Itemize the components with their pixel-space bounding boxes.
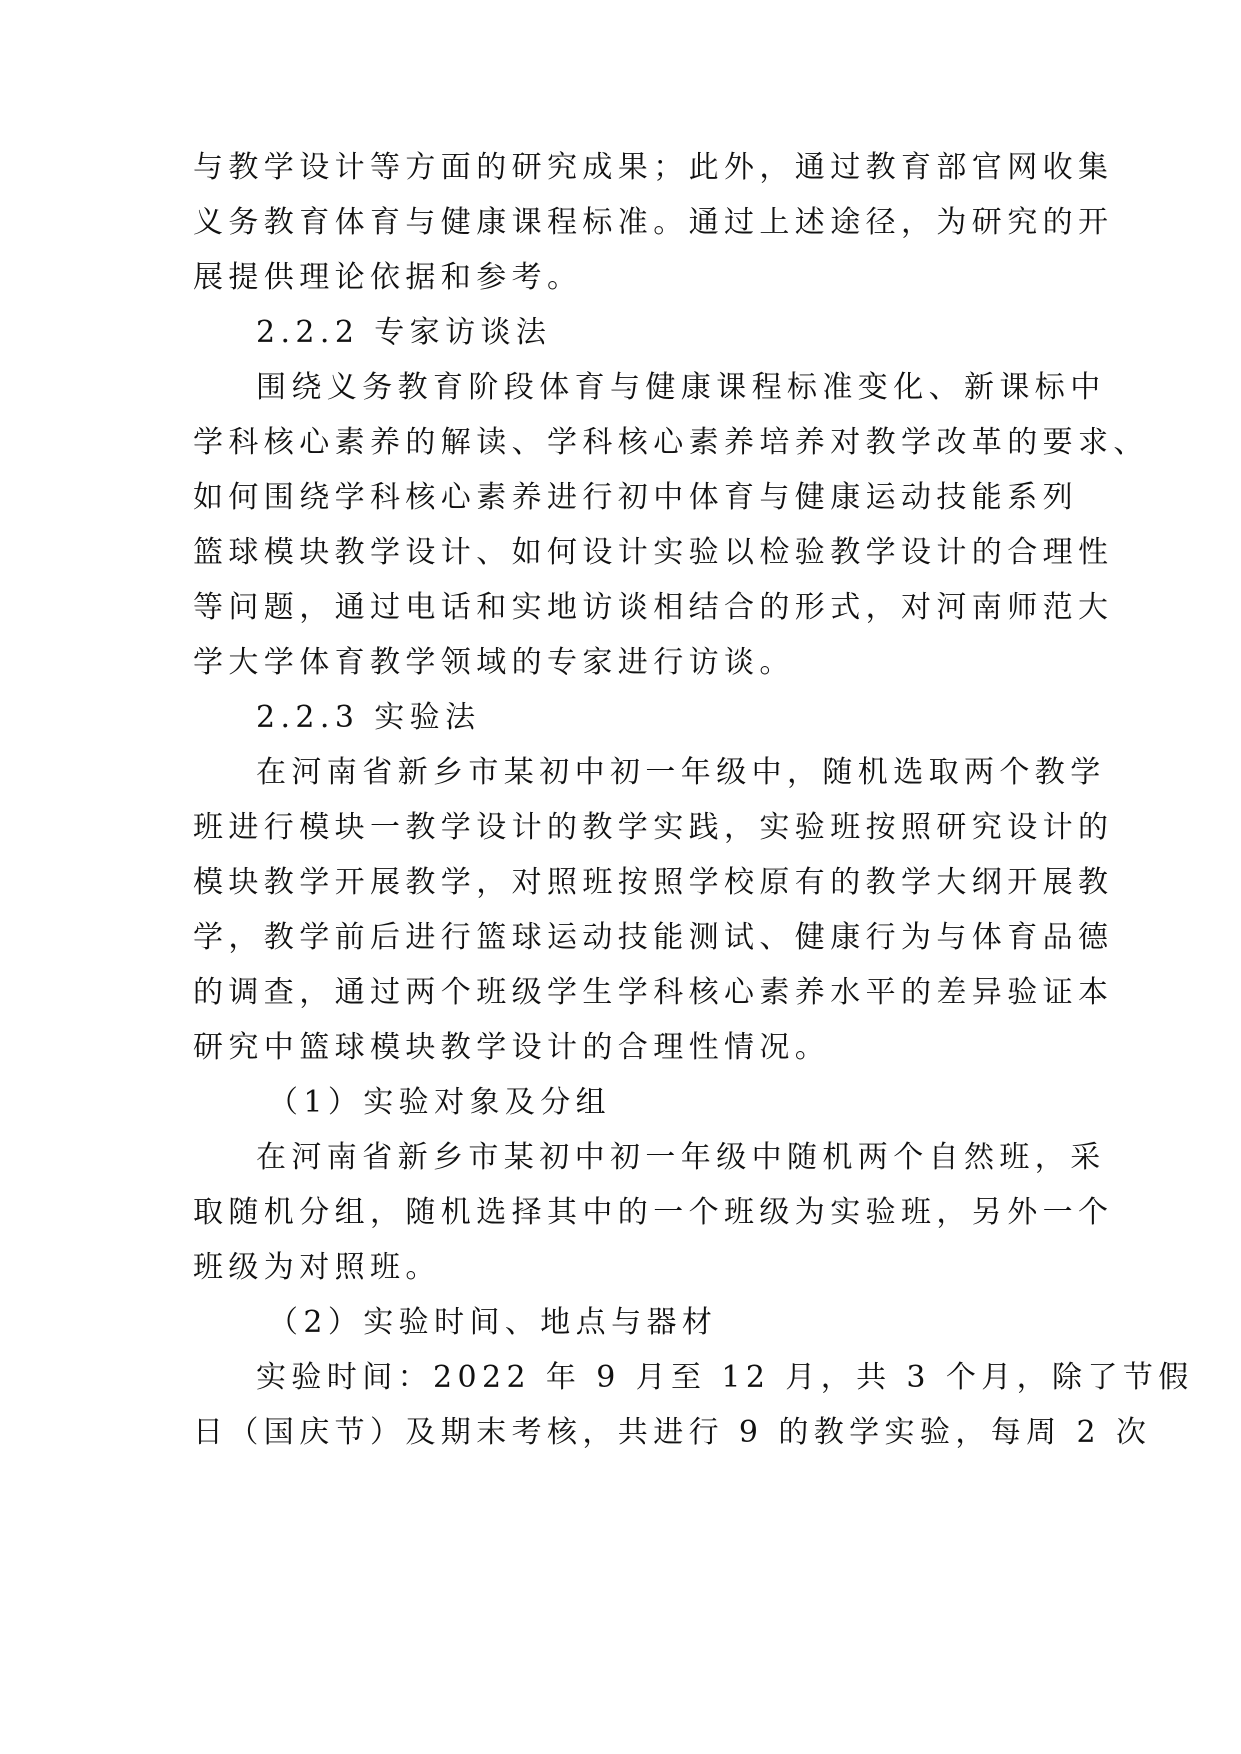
body-text-line: 班进行模块一教学设计的教学实践，实验班按照研究设计的 xyxy=(193,810,1114,845)
body-text-line: 如何围绕学科核心素养进行初中体育与健康运动技能系列 xyxy=(193,480,1078,515)
body-text-line: 取随机分组，随机选择其中的一个班级为实验班，另外一个 xyxy=(193,1195,1114,1230)
section-heading: 2.2.3 实验法 xyxy=(256,700,481,735)
body-text-line: 与教学设计等方面的研究成果；此外，通过教育部官网收集 xyxy=(193,150,1114,185)
body-text-line: 学大学体育教学领域的专家进行访谈。 xyxy=(193,645,795,680)
body-text-line: 篮球模块教学设计、如何设计实验以检验教学设计的合理性 xyxy=(193,535,1114,570)
body-text-line: 实验时间：2022 年 9 月至 12 月，共 3 个月，除了节假 xyxy=(256,1360,1194,1395)
body-text-line: 等问题，通过电话和实地访谈相结合的形式，对河南师范大 xyxy=(193,590,1114,625)
body-text-line: 模块教学开展教学，对照班按照学校原有的教学大纲开展教 xyxy=(193,865,1114,900)
body-text-line: 围绕义务教育阶段体育与健康课程标准变化、新课标中 xyxy=(256,370,1106,405)
body-text-line: 在河南省新乡市某初中初一年级中随机两个自然班，采 xyxy=(256,1140,1106,1175)
body-text-line: 学科核心素养的解读、学科核心素养培养对教学改革的要求、 xyxy=(193,425,1149,460)
section-heading: 2.2.2 专家访谈法 xyxy=(256,315,552,350)
body-text-line: 义务教育体育与健康课程标准。通过上述途径，为研究的开 xyxy=(193,205,1114,240)
body-text-line: 在河南省新乡市某初中初一年级中，随机选取两个教学 xyxy=(256,755,1106,790)
body-text-line: 日（国庆节）及期末考核，共进行 9 的教学实验，每周 2 次 xyxy=(193,1415,1152,1450)
body-text-line: 研究中篮球模块教学设计的合理性情况。 xyxy=(193,1030,831,1065)
subsection-heading: （1）实验对象及分组 xyxy=(268,1085,612,1120)
body-text-line: 班级为对照班。 xyxy=(193,1250,441,1285)
body-text-line: 的调查，通过两个班级学生学科核心素养水平的差异验证本 xyxy=(193,975,1114,1010)
body-text-line: 学，教学前后进行篮球运动技能测试、健康行为与体育品德 xyxy=(193,920,1114,955)
subsection-heading: （2）实验时间、地点与器材 xyxy=(268,1305,718,1340)
body-text-line: 展提供理论依据和参考。 xyxy=(193,260,583,295)
